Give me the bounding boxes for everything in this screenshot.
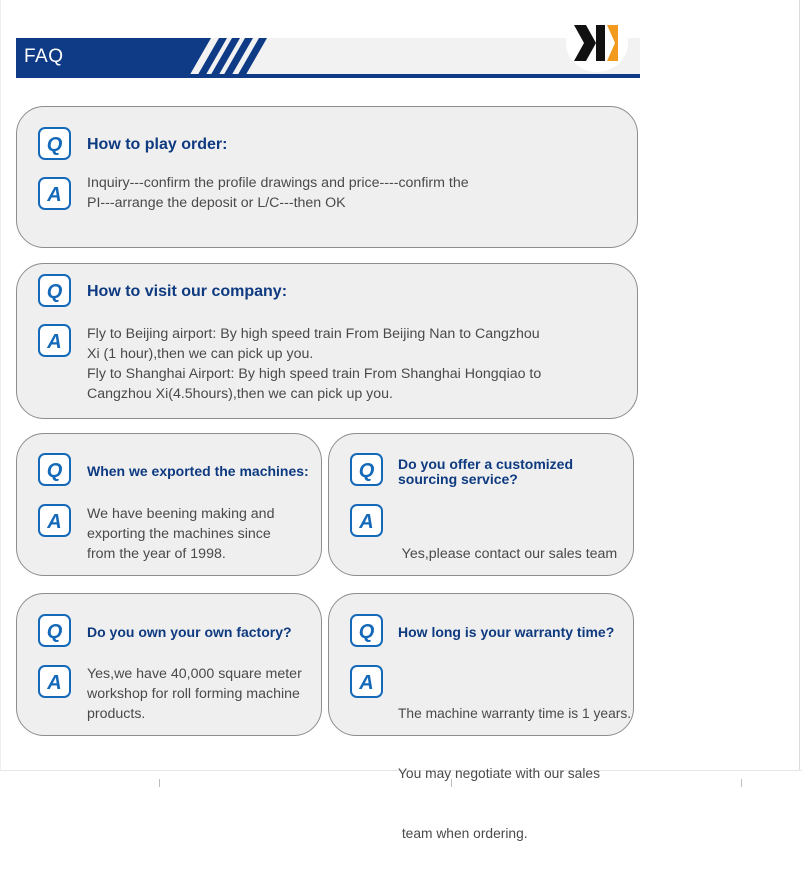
- q-badge-icon: [38, 274, 71, 307]
- faq-question: How to visit our company:: [87, 283, 288, 300]
- svg-text:A: A: [359, 672, 374, 694]
- svg-text:A: A: [47, 331, 62, 353]
- a-badge-icon: [350, 504, 383, 537]
- faq-answer-line: We have beening making and: [87, 506, 275, 522]
- svg-text:A: A: [47, 511, 62, 533]
- faq-answer-line: PI---arrange the deposit or L/C---then OK: [87, 195, 346, 211]
- a-badge-icon: [38, 324, 71, 357]
- svg-text:Q: Q: [358, 460, 375, 482]
- page-edge-left: [0, 0, 1, 770]
- svg-text:A: A: [47, 672, 62, 694]
- page-title: FAQ: [24, 46, 64, 67]
- svg-text:Q: Q: [46, 621, 63, 643]
- a-badge-icon: [38, 665, 71, 698]
- faq-card: [16, 433, 322, 576]
- q-badge-icon: [350, 614, 383, 647]
- faq-header: [16, 14, 640, 80]
- svg-text:Q: Q: [358, 621, 375, 643]
- faq-card: [16, 263, 638, 419]
- company-logo: [566, 14, 628, 72]
- faq-answer-line: from the year of 1998.: [87, 546, 226, 562]
- q-badge-icon: [38, 453, 71, 486]
- faq-answer-line: exporting the machines since: [87, 526, 271, 542]
- faq-card: [16, 106, 638, 248]
- faq-answer-line: Inquiry---confirm the profile drawings and price----confirm the: [87, 175, 469, 191]
- faq-answer-line: You may negotiate with our sales: [398, 766, 600, 781]
- a-badge-icon: [350, 665, 383, 698]
- svg-text:Q: Q: [46, 281, 63, 303]
- faq-question: How long is your warranty time?: [398, 624, 615, 640]
- faq-question: Do you own your own factory?: [87, 624, 292, 640]
- logo-mark-icon: [572, 20, 622, 66]
- svg-text:A: A: [47, 184, 62, 206]
- faq-card: [328, 433, 634, 576]
- faq-answer-line: workshop for roll forming machine: [87, 686, 300, 702]
- header-underline: [16, 74, 640, 78]
- a-badge-icon: [38, 177, 71, 210]
- faq-card: [16, 593, 322, 736]
- faq-question-line: Do you offer a customized: [398, 456, 574, 472]
- a-badge-icon: [38, 504, 71, 537]
- faq-answer-line: The machine warranty time is 1 years.: [398, 706, 632, 721]
- svg-text:Q: Q: [46, 134, 63, 156]
- page-edge-right: [799, 0, 800, 770]
- faq-answer-line: Cangzhou Xi(4.5hours),then we can pick up you.: [87, 386, 394, 402]
- svg-text:A: A: [359, 511, 374, 533]
- header-stripes: [16, 38, 640, 78]
- faq-question-line: sourcing service?: [398, 471, 518, 487]
- faq-answer-line: products.: [87, 706, 146, 722]
- q-badge-icon: [38, 614, 71, 647]
- q-badge-icon: [38, 127, 71, 160]
- faq-answer-line: Xi (1 hour),then we can pick up you.: [87, 346, 314, 362]
- faq-card: [328, 593, 634, 841]
- svg-text:Q: Q: [46, 460, 63, 482]
- faq-answer-line: team when ordering.: [398, 826, 528, 841]
- q-badge-icon: [350, 453, 383, 486]
- faq-question: When we exported the machines:: [87, 463, 309, 479]
- faq-answer-line: Fly to Beijing airport: By high speed train From Beijing Nan to Cangzhou: [87, 326, 540, 342]
- faq-answer-line: Fly to Shanghai Airport: By high speed train From Shanghai Hongqiao to: [87, 366, 542, 382]
- faq-answer-line: Yes,we have 40,000 square meter: [87, 666, 302, 682]
- faq-question: How to play order:: [87, 136, 228, 153]
- faq-answer-line: Yes,please contact our sales team: [398, 546, 618, 562]
